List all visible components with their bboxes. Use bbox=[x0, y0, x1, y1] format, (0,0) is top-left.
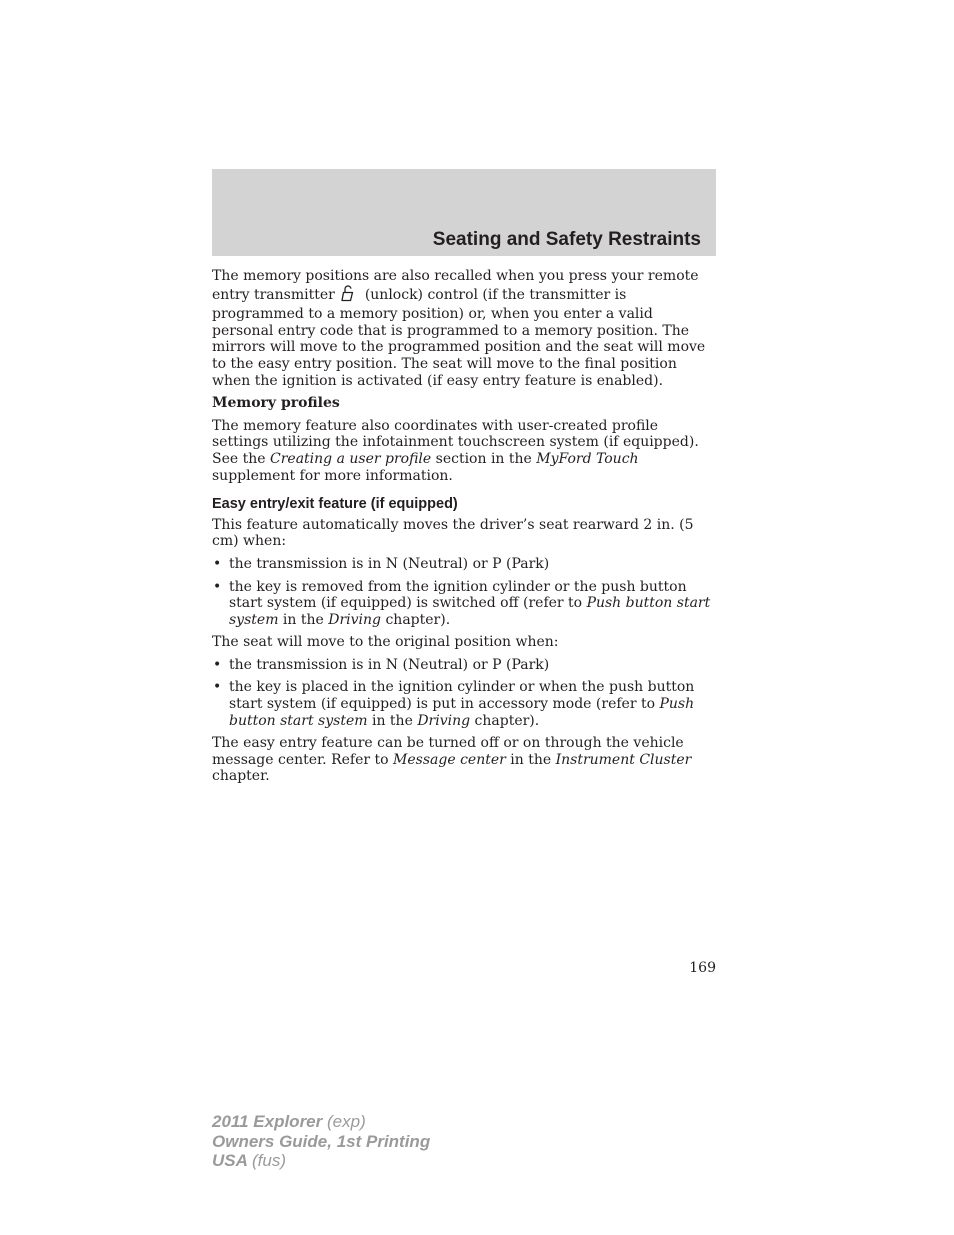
list-item: • the transmission is in N (Neutral) or P (Park) bbox=[213, 656, 550, 673]
easy-entry-paragraph-2: The seat will move to the original position when: bbox=[212, 634, 559, 651]
easy-entry-paragraph-1: This feature automatically moves the driver’s seat rearward 2 in. (5 cm) when: bbox=[212, 516, 694, 550]
list-item: • the transmission is in N (Neutral) or P (Park) bbox=[213, 555, 550, 572]
page-number: 169 bbox=[689, 960, 716, 976]
memory-profiles-paragraph: The memory feature also coordinates with user-created profile settings utilizing the infotainment touchscreen system (if equipped). See the Creating a user profile section in the MyFord Touch supplement for more information. bbox=[212, 417, 699, 484]
easy-entry-heading: Easy entry/exit feature (if equipped) bbox=[212, 496, 458, 513]
unlock-icon bbox=[341, 285, 357, 307]
rearward-conditions-list bbox=[212, 556, 716, 628]
footer-imprint bbox=[212, 1112, 430, 1171]
memory-profiles-heading: Memory profiles bbox=[212, 395, 340, 412]
list-item: • the key is removed from the ignition cylinder or the push button start system (if equipped) is switched off (refer to Push button start system in the Driving chapter). bbox=[213, 578, 711, 628]
section-title: Seating and Safety Restraints bbox=[432, 229, 701, 250]
section-header-band bbox=[212, 169, 716, 256]
page-content bbox=[212, 268, 716, 791]
return-conditions-list bbox=[212, 657, 716, 729]
easy-entry-paragraph-3: The easy entry feature can be turned off or on through the vehicle message center. Refer to Message center in the Instrument Cluster chapter. bbox=[212, 735, 692, 785]
list-item: • the key is placed in the ignition cylinder or when the push button start system (if equipped) is put in accessory mode (refer to Push button start system in the Driving chapter). bbox=[213, 679, 695, 729]
intro-paragraph: The memory positions are also recalled when you press your remote entry transmitter (unlock) control (if the transmitter is programmed to a memory position) or, when you enter a valid personal entry code that is programmed to a memory position. The mirrors will move to the programmed position and the seat will move to the easy entry position. The seat will move to the final position when the ignition is activated (if easy entry feature is enabled). bbox=[212, 268, 706, 389]
footer-line-market: USA (fus) bbox=[212, 1151, 286, 1170]
footer-line-guide: Owners Guide, 1st Printing bbox=[212, 1131, 431, 1151]
footer-line-model: 2011 Explorer (exp) bbox=[212, 1112, 366, 1131]
